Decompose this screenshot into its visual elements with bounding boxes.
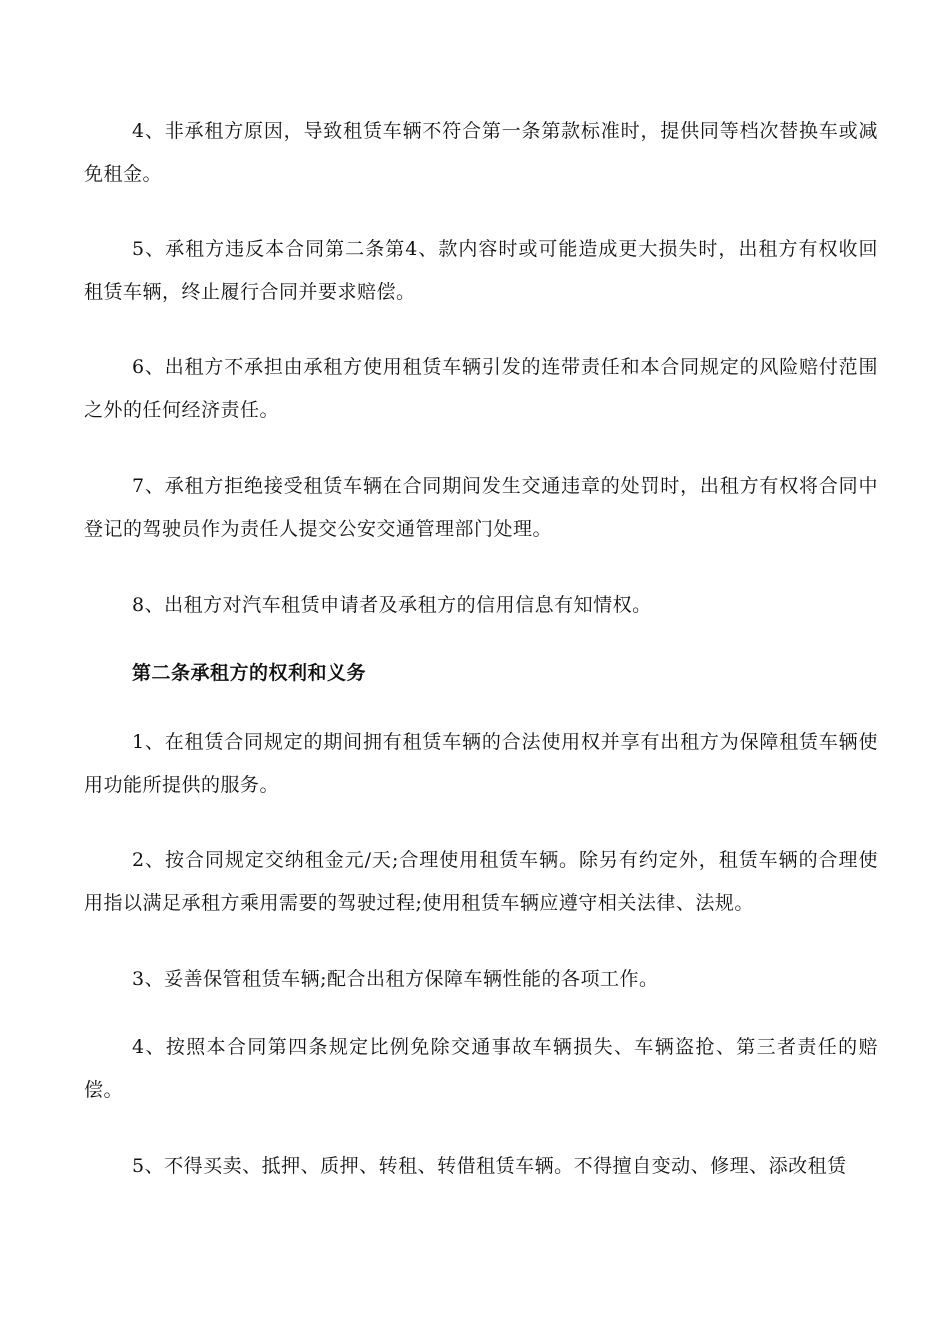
clause-lessee-3: 3、妥善保管租赁车辆;配合出租方保障车辆性能的各项工作。 (132, 968, 659, 990)
clause-lessee-4: 4、按照本合同第四条规定比例免除交通事故车辆损失、车辆盗抢、第三者责任的赔偿。 (84, 1036, 878, 1101)
clause-lessee-5: 5、不得买卖、抵押、质押、转租、转借租赁车辆。不得擅自变动、修理、添改租赁 (132, 1155, 847, 1177)
clause-lessor-6: 6、出租方不承担由承租方使用租赁车辆引发的连带责任和本合同规定的风险赔付范围之外的任何经济责任。 (84, 356, 878, 421)
section-heading: 第二条承租方的权利和义务 (132, 662, 367, 684)
clause-lessee-1: 1、在租赁合同规定的期间拥有租赁车辆的合法使用权并享有出租方为保障租赁车辆使用功能所提供的服务。 (84, 731, 878, 796)
clause-lessee-2: 2、按合同规定交纳租金元/天;合理使用租赁车辆。除另有约定外，租赁车辆的合理使用指以满足承租方乘用需要的驾驶过程;使用租赁车辆应遵守相关法律、法规。 (84, 849, 878, 914)
clause-lessor-4: 4、非承租方原因，导致租赁车辆不符合第一条第款标准时，提供同等档次替换车或减免租金。 (84, 120, 878, 185)
clause-lessor-7: 7、承租方拒绝接受租赁车辆在合同期间发生交通违章的处罚时，出租方有权将合同中登记的驾驶员作为责任人提交公安交通管理部门处理。 (84, 475, 878, 540)
clause-lessor-8: 8、出租方对汽车租赁申请者及承租方的信用信息有知情权。 (132, 594, 652, 616)
clause-lessor-5: 5、承租方违反本合同第二条第4、款内容时或可能造成更大损失时，出租方有权收回租赁车辆，终止履行合同并要求赔偿。 (84, 238, 878, 303)
